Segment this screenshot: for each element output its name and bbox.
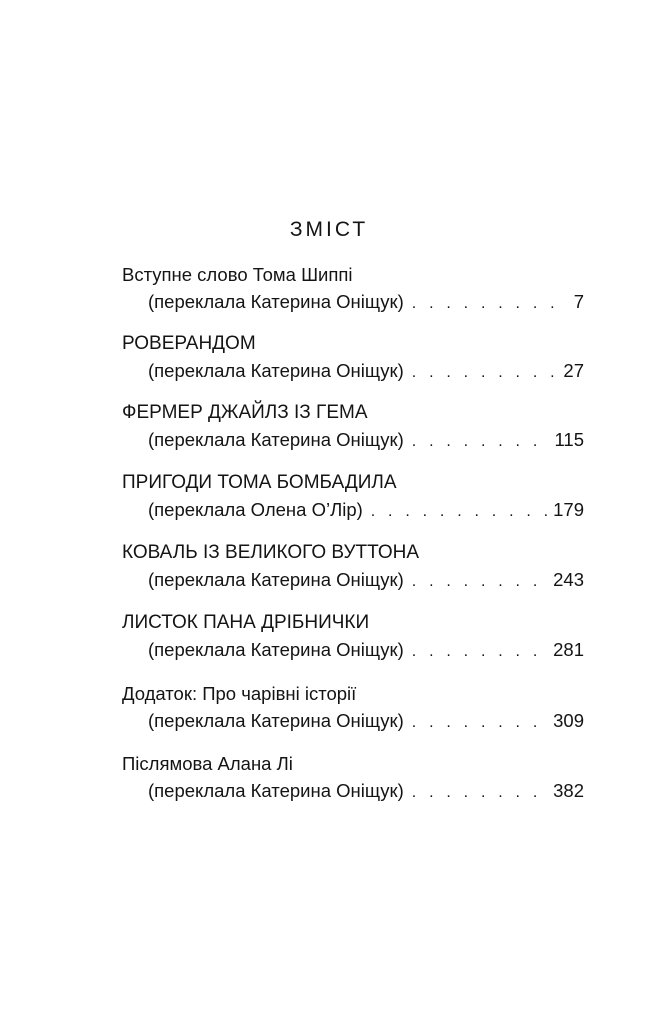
dot-leader	[404, 290, 560, 318]
toc-entry	[122, 470, 584, 530]
dot-leader	[404, 709, 547, 737]
entry-page-number: 179	[553, 499, 584, 520]
entry-title: ФЕРМЕР ДЖАЙЛЗ ІЗ ГЕМА	[122, 402, 368, 423]
toc-entry	[122, 262, 584, 322]
toc-entry	[122, 681, 584, 741]
entry-translator: (переклала Катерина Оніщук)	[148, 569, 404, 590]
entry-title: Післямова Алана Лі	[122, 753, 293, 774]
entry-translator: (переклала Катерина Оніщук)	[148, 360, 404, 381]
entry-detail-line	[148, 426, 584, 454]
entry-page-number: 7	[573, 291, 584, 312]
entry-page-number: 281	[553, 639, 584, 660]
entry-title: Додаток: Про чарівні історії	[122, 683, 357, 704]
entry-detail-line	[148, 707, 584, 735]
entry-page-number: 115	[554, 429, 584, 450]
entry-translator: (переклала Катерина Оніщук)	[148, 710, 404, 731]
entry-page-number: 27	[563, 360, 584, 381]
entry-detail-line	[148, 636, 584, 664]
entry-translator: (переклала Катерина Оніщук)	[148, 639, 404, 660]
entry-translator: (переклала Олена О’Лір)	[148, 499, 363, 520]
entry-title: ЛИСТОК ПАНА ДРІБНИЧКИ	[122, 612, 370, 633]
entry-translator: (переклала Катерина Оніщук)	[148, 429, 404, 450]
entry-detail-line	[148, 777, 584, 805]
entry-title: Вступне слово Тома Шиппі	[122, 264, 353, 285]
toc-entry	[122, 540, 584, 600]
dot-leader	[404, 638, 547, 666]
entry-page-number: 309	[553, 710, 584, 731]
entry-page-number: 382	[553, 780, 584, 801]
toc-entry	[122, 331, 584, 391]
entry-title: РОВЕРАНДОМ	[122, 333, 256, 354]
toc-entry	[122, 751, 584, 811]
dot-leader	[404, 568, 547, 596]
entry-detail-line	[148, 496, 584, 524]
entry-title: КОВАЛЬ ІЗ ВЕЛИКОГО ВУТТОНА	[122, 542, 420, 563]
toc-entry	[122, 400, 584, 460]
entry-title: ПРИГОДИ ТОМА БОМБАДИЛА	[122, 472, 397, 493]
entry-translator: (переклала Катерина Оніщук)	[148, 780, 404, 801]
dot-leader	[404, 359, 558, 387]
entry-detail-line	[148, 566, 584, 594]
toc-heading: ЗМІСТ	[289, 218, 369, 241]
toc-entry	[122, 610, 584, 670]
dot-leader	[404, 428, 549, 456]
dot-leader	[404, 779, 547, 807]
entry-translator: (переклала Катерина Оніщук)	[148, 291, 404, 312]
entry-page-number: 243	[553, 569, 584, 590]
entry-detail-line	[148, 357, 584, 385]
entry-detail-line	[148, 288, 584, 316]
dot-leader	[363, 498, 547, 526]
